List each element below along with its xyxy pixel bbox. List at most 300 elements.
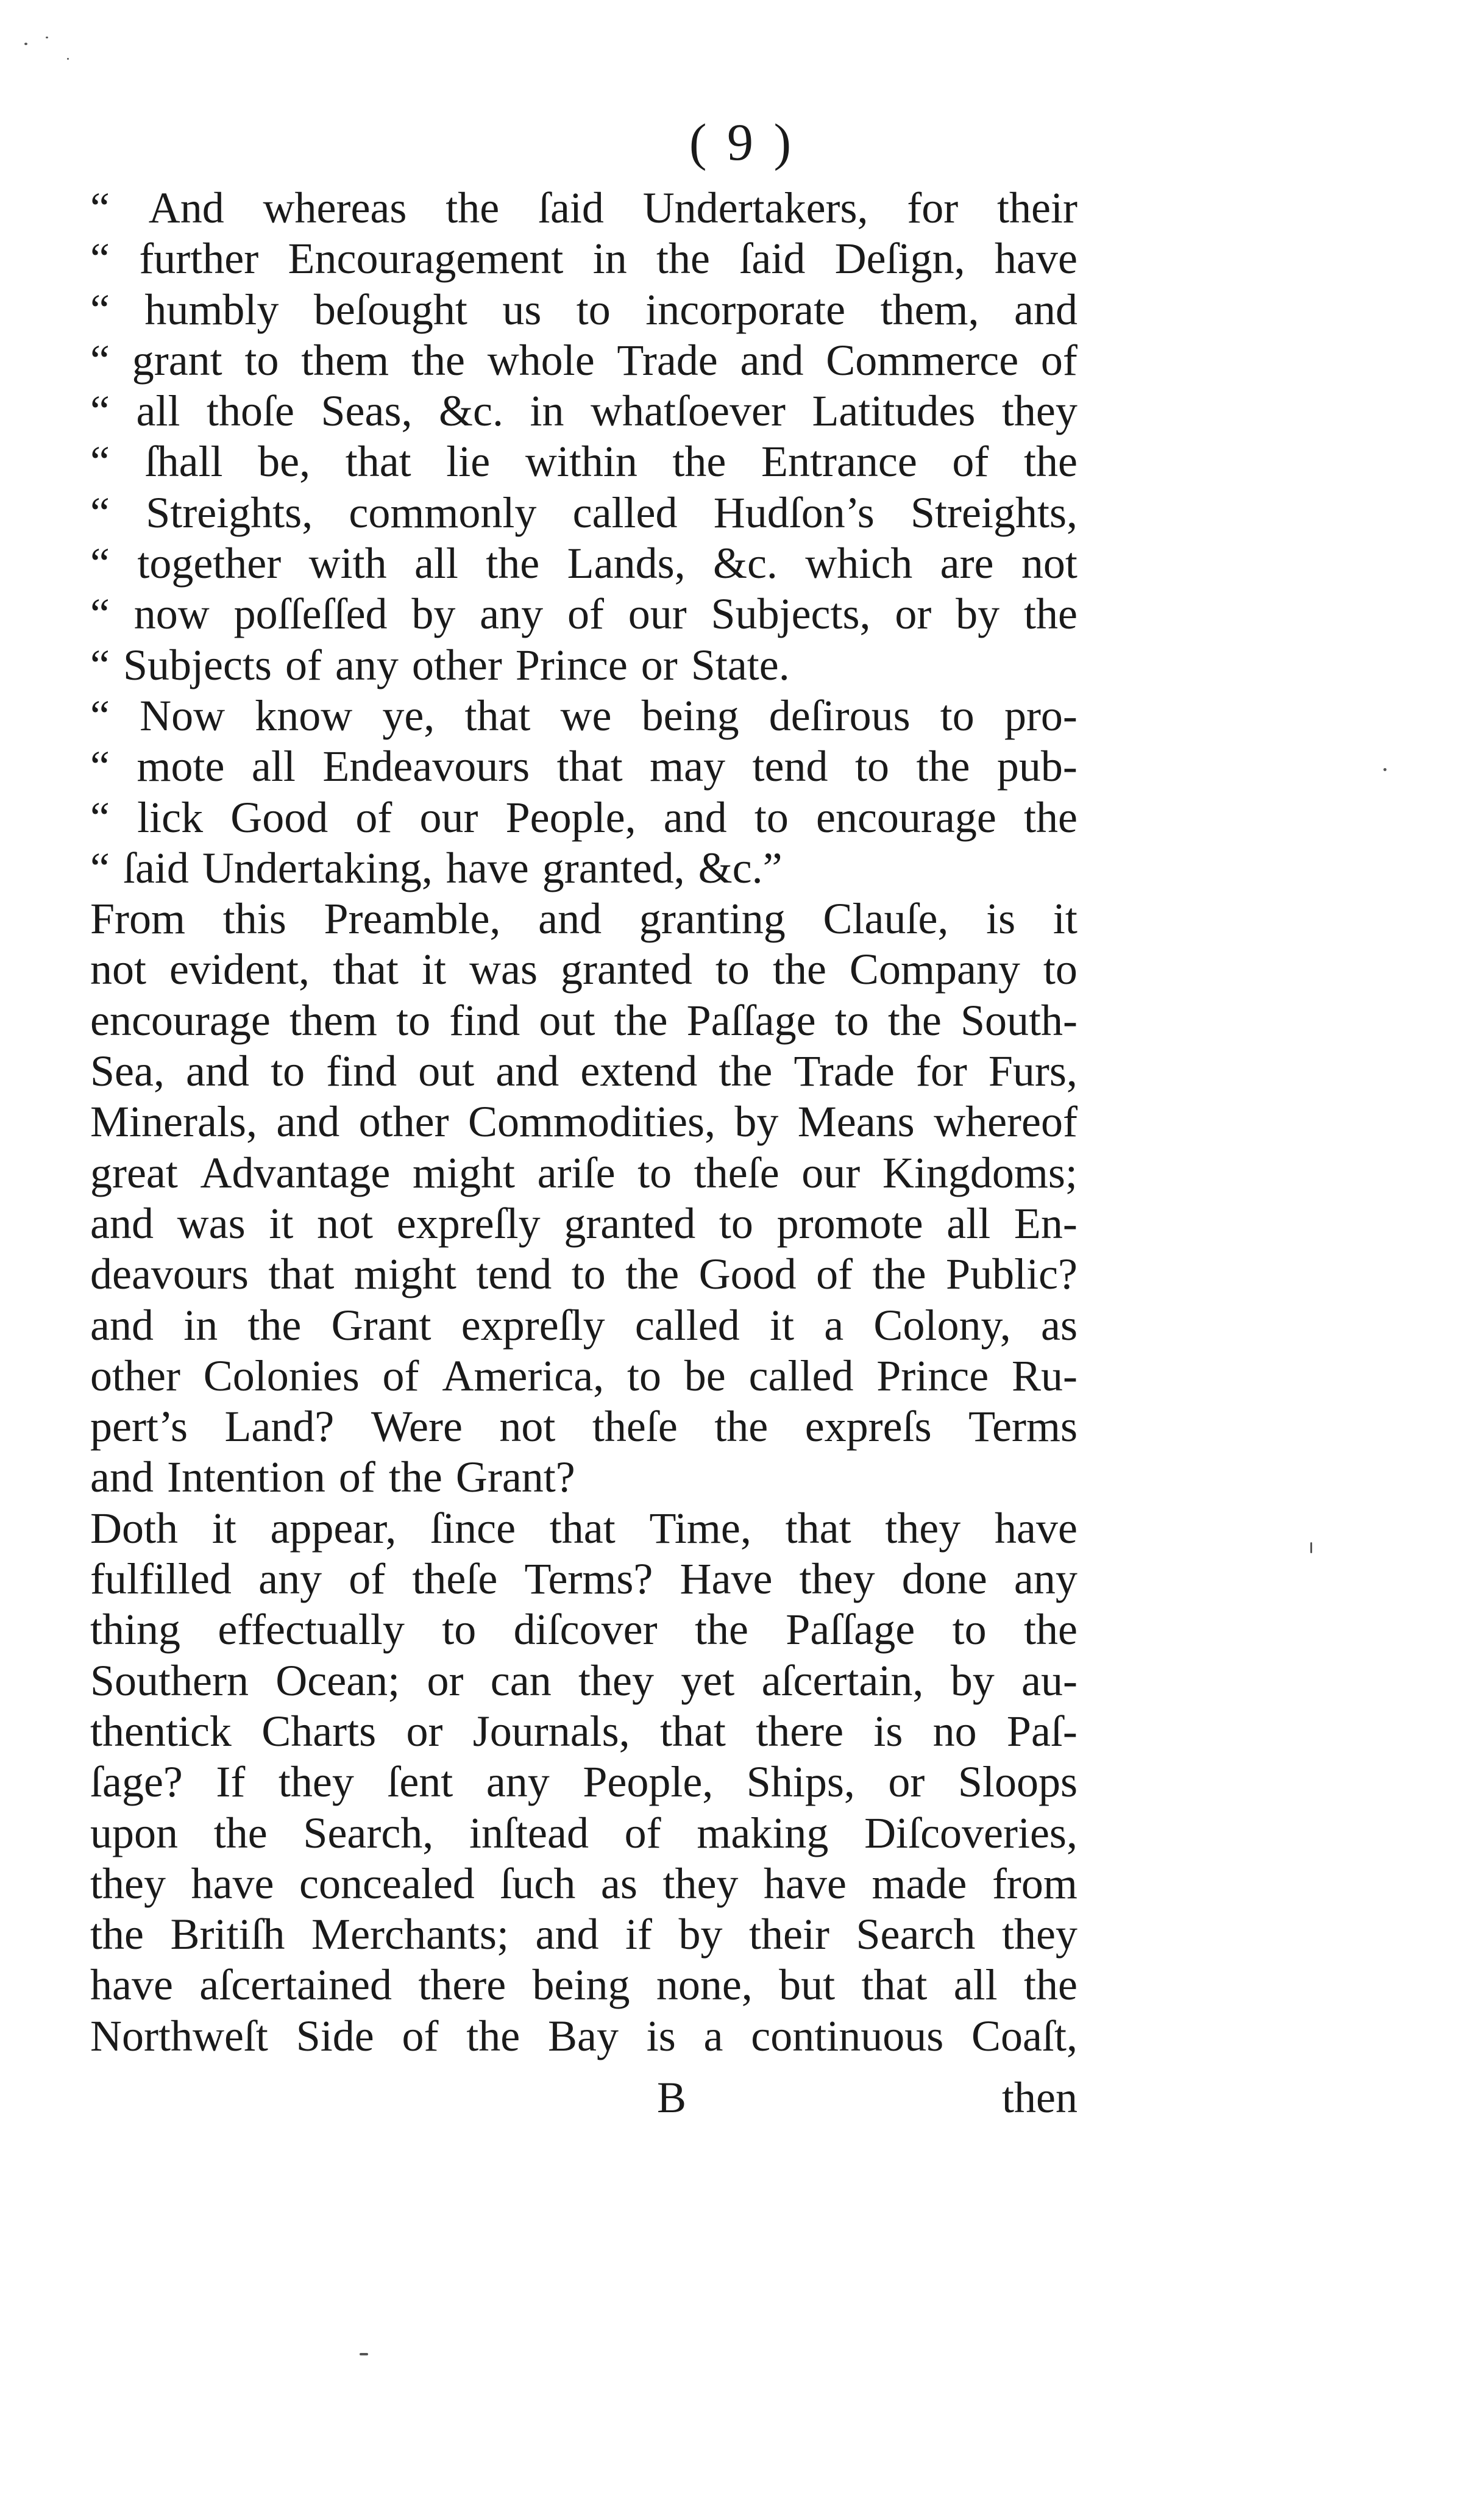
word: of bbox=[338, 1453, 375, 1502]
word: in bbox=[592, 234, 627, 283]
word: continuous bbox=[751, 2011, 944, 2060]
word: commonly bbox=[349, 488, 537, 537]
text-line bbox=[90, 1960, 1077, 2010]
word: the bbox=[90, 1910, 144, 1959]
word: not bbox=[1021, 539, 1077, 588]
word: granting bbox=[639, 894, 786, 944]
word: theſe bbox=[694, 1148, 779, 1197]
word: of bbox=[349, 1554, 386, 1604]
word: Kingdoms; bbox=[882, 1148, 1077, 1197]
word: Undertaking, bbox=[202, 843, 433, 892]
word: or bbox=[888, 1757, 925, 1807]
word: that bbox=[659, 1706, 726, 1756]
word: Paſ- bbox=[1006, 1706, 1077, 1756]
word: Coaſt, bbox=[971, 2011, 1077, 2060]
word: Ru- bbox=[1011, 1351, 1077, 1400]
word: further bbox=[139, 234, 259, 283]
word: of bbox=[382, 1351, 419, 1400]
word: ſuch bbox=[500, 1859, 576, 1908]
word: the bbox=[625, 1250, 680, 1299]
word: extend bbox=[580, 1047, 698, 1096]
word: may bbox=[650, 742, 726, 791]
text-line bbox=[90, 1300, 1077, 1351]
word: of bbox=[1040, 335, 1077, 385]
word: that bbox=[332, 945, 399, 994]
word: to bbox=[719, 1198, 753, 1248]
word: If bbox=[216, 1757, 246, 1807]
word: to bbox=[715, 945, 750, 994]
word: of bbox=[952, 437, 989, 486]
text-line bbox=[90, 1757, 1077, 1807]
word: Streights, bbox=[146, 488, 313, 537]
text-line bbox=[90, 1097, 1077, 1147]
word: out bbox=[539, 995, 595, 1045]
word: ſage? bbox=[90, 1757, 183, 1807]
word: lick bbox=[137, 792, 204, 842]
scan-speck bbox=[46, 37, 48, 38]
word: within bbox=[525, 437, 637, 486]
word: Trade bbox=[617, 335, 718, 385]
word: to bbox=[940, 691, 975, 740]
word: a bbox=[703, 2011, 723, 2060]
text-line bbox=[90, 1351, 1077, 1401]
word: thing bbox=[90, 1605, 181, 1654]
word: them bbox=[289, 995, 377, 1045]
word: “ bbox=[90, 183, 110, 232]
word: aſcertain, bbox=[761, 1656, 924, 1705]
word: “ bbox=[90, 792, 110, 842]
word: our bbox=[801, 1148, 861, 1197]
word: and bbox=[1014, 285, 1077, 334]
word: Deſign, bbox=[834, 234, 965, 283]
word: the bbox=[486, 539, 540, 588]
word: was bbox=[177, 1198, 246, 1248]
word: to bbox=[571, 1250, 606, 1299]
word: Subjects, bbox=[711, 589, 871, 639]
word: making bbox=[697, 1808, 829, 1857]
word: to bbox=[442, 1605, 477, 1654]
word: and bbox=[535, 1910, 599, 1959]
word: Search, bbox=[303, 1808, 434, 1857]
text-line bbox=[90, 1148, 1077, 1198]
word: granted, bbox=[542, 843, 685, 892]
text-line bbox=[90, 1604, 1077, 1655]
word: “ bbox=[90, 488, 110, 537]
word: called bbox=[748, 1351, 854, 1400]
word: they bbox=[1001, 386, 1077, 436]
word: aſcertained bbox=[199, 1960, 392, 2010]
word: of bbox=[567, 589, 604, 639]
word: Have bbox=[680, 1554, 773, 1604]
word: by bbox=[956, 589, 1000, 639]
word: “ bbox=[90, 335, 110, 385]
scan-speck bbox=[67, 58, 69, 60]
word: the bbox=[672, 437, 726, 486]
word: and bbox=[90, 1453, 154, 1502]
word: be bbox=[684, 1351, 726, 1400]
word: it bbox=[211, 1503, 236, 1553]
word: other bbox=[358, 1097, 449, 1147]
word: and bbox=[276, 1097, 340, 1147]
word: be, bbox=[258, 437, 311, 486]
word: mote bbox=[137, 742, 225, 791]
text-line bbox=[90, 944, 1077, 995]
word: the bbox=[694, 1605, 748, 1654]
word: that bbox=[345, 437, 411, 486]
text-line bbox=[90, 1706, 1077, 1757]
word: or bbox=[641, 640, 678, 689]
word: this bbox=[222, 894, 286, 944]
scan-speck bbox=[360, 2353, 368, 2355]
word: together bbox=[137, 539, 282, 588]
text-line bbox=[90, 538, 1077, 589]
word: pub- bbox=[996, 742, 1077, 791]
word: of bbox=[355, 792, 392, 842]
word: or bbox=[406, 1706, 443, 1756]
word: called bbox=[572, 488, 678, 537]
word: the bbox=[614, 995, 668, 1045]
word: to bbox=[952, 1605, 987, 1654]
word: the bbox=[1024, 1960, 1077, 2010]
word: of bbox=[285, 640, 322, 689]
word: or bbox=[427, 1656, 464, 1705]
word: done bbox=[901, 1554, 987, 1604]
text-line bbox=[90, 1909, 1077, 1960]
word: “ bbox=[90, 589, 110, 639]
word: Good bbox=[698, 1250, 797, 1299]
text-line bbox=[90, 386, 1077, 436]
word: any bbox=[1014, 1554, 1077, 1604]
word: ye, bbox=[382, 691, 435, 740]
word: Merchants; bbox=[311, 1910, 509, 1959]
word: that bbox=[268, 1250, 335, 1299]
word: lie bbox=[446, 437, 491, 486]
word: not bbox=[90, 945, 147, 994]
word: all bbox=[953, 1960, 998, 2010]
text-line bbox=[90, 1401, 1077, 1452]
text-line bbox=[90, 1198, 1077, 1249]
text-line bbox=[90, 1859, 1077, 1909]
word: “ bbox=[90, 234, 110, 283]
word: not bbox=[317, 1198, 374, 1248]
word: People, bbox=[583, 1757, 714, 1807]
word: now bbox=[133, 589, 210, 639]
word: State. bbox=[691, 640, 790, 689]
text-line bbox=[90, 1452, 1077, 1503]
word: “ bbox=[90, 742, 110, 791]
text-line bbox=[90, 233, 1077, 284]
word: Means bbox=[797, 1097, 915, 1147]
word: ſaid bbox=[538, 183, 604, 232]
word: we bbox=[560, 691, 612, 740]
word: and bbox=[740, 335, 804, 385]
word: is bbox=[986, 894, 1016, 944]
word: Colonies bbox=[203, 1351, 360, 1400]
word: thentick bbox=[90, 1706, 232, 1756]
word: promote bbox=[776, 1198, 923, 1248]
word: to bbox=[754, 792, 789, 842]
word: have bbox=[446, 843, 529, 892]
word: know bbox=[255, 691, 353, 740]
word: out bbox=[418, 1047, 475, 1096]
word: And bbox=[148, 183, 224, 232]
word: grant bbox=[132, 335, 222, 385]
word: theſe bbox=[412, 1554, 498, 1604]
word: of bbox=[624, 1808, 661, 1857]
word: au- bbox=[1021, 1656, 1077, 1705]
word: them bbox=[301, 335, 389, 385]
word: any bbox=[258, 1554, 322, 1604]
word: by bbox=[734, 1097, 779, 1147]
word: granted bbox=[564, 1198, 696, 1248]
word: a bbox=[824, 1300, 844, 1350]
word: Prince bbox=[876, 1351, 989, 1400]
word: “ bbox=[90, 640, 110, 689]
word: other bbox=[411, 640, 502, 689]
word: and bbox=[538, 894, 602, 944]
word: them, bbox=[880, 285, 979, 334]
word: there bbox=[756, 1706, 844, 1756]
word: humbly bbox=[144, 285, 279, 334]
word: being bbox=[641, 691, 739, 740]
word: Advantage bbox=[200, 1148, 391, 1197]
word: whatſoever bbox=[591, 386, 786, 436]
word: thoſe bbox=[207, 386, 294, 436]
word: inſtead bbox=[469, 1808, 589, 1857]
word: their bbox=[997, 183, 1077, 232]
word: “ bbox=[90, 386, 110, 436]
word: Clauſe, bbox=[823, 894, 949, 944]
word: the bbox=[213, 1808, 268, 1857]
word: and bbox=[495, 1047, 559, 1096]
word: poſſeſſed bbox=[233, 589, 388, 639]
word: Commerce bbox=[826, 335, 1019, 385]
word: not bbox=[499, 1402, 556, 1451]
word: expreſs bbox=[804, 1402, 932, 1451]
word: Grant bbox=[331, 1300, 431, 1350]
word: no bbox=[932, 1706, 977, 1756]
signature-mark: B bbox=[657, 2073, 687, 2122]
word: Sloops bbox=[957, 1757, 1077, 1807]
word: &c.” bbox=[698, 843, 783, 892]
word: it bbox=[770, 1300, 795, 1350]
text-line bbox=[90, 843, 1077, 894]
word: Company bbox=[849, 945, 1020, 994]
word: to bbox=[627, 1351, 661, 1400]
word: South- bbox=[960, 995, 1077, 1045]
word: expreſly bbox=[461, 1300, 605, 1350]
word: tend bbox=[476, 1250, 552, 1299]
text-line bbox=[90, 995, 1077, 1046]
word: Southern bbox=[90, 1656, 249, 1705]
word: to bbox=[271, 1047, 305, 1096]
word: they bbox=[799, 1554, 875, 1604]
word: all bbox=[414, 539, 458, 588]
word: and bbox=[186, 1047, 250, 1096]
word: the bbox=[388, 1453, 442, 1502]
word: diſcover bbox=[513, 1605, 658, 1654]
word: ariſe bbox=[537, 1148, 616, 1197]
text-line bbox=[90, 1249, 1077, 1300]
word: have bbox=[994, 1503, 1077, 1553]
word: ſaid bbox=[739, 234, 806, 283]
word: our bbox=[419, 792, 478, 842]
word: have bbox=[763, 1859, 847, 1908]
word: &c. bbox=[439, 386, 503, 436]
word: Search bbox=[856, 1910, 976, 1959]
word: to bbox=[854, 742, 889, 791]
word: &c. bbox=[712, 539, 778, 588]
text-line bbox=[90, 335, 1077, 386]
word: in bbox=[183, 1300, 218, 1350]
word: to bbox=[834, 995, 869, 1045]
page-number: ( 9 ) bbox=[689, 113, 795, 171]
word: Good bbox=[230, 792, 328, 842]
word: the bbox=[446, 183, 500, 232]
scan-speck bbox=[24, 43, 27, 45]
word: Northweſt bbox=[90, 2011, 268, 2060]
word: have bbox=[90, 1960, 173, 2010]
scan-speck bbox=[1310, 1542, 1312, 1553]
word: Prince bbox=[515, 640, 628, 689]
word: by bbox=[950, 1656, 995, 1705]
word: Were bbox=[371, 1402, 463, 1451]
word: Ships, bbox=[746, 1757, 855, 1807]
word: it bbox=[269, 1198, 294, 1248]
word: whereof bbox=[934, 1097, 1077, 1147]
word: great bbox=[90, 1148, 178, 1197]
word: “ bbox=[90, 285, 110, 334]
word: was bbox=[469, 945, 538, 994]
scan-speck bbox=[1383, 768, 1386, 771]
word: theſe bbox=[592, 1402, 678, 1451]
word: of bbox=[402, 2011, 439, 2060]
word: Bay bbox=[547, 2011, 619, 2060]
word: Time, bbox=[649, 1503, 751, 1553]
word: there bbox=[418, 1960, 506, 2010]
word: incorporate bbox=[645, 285, 846, 334]
word: they bbox=[578, 1656, 654, 1705]
word: Doth bbox=[90, 1503, 178, 1553]
word: effectually bbox=[218, 1605, 405, 1654]
word: Diſcoveries, bbox=[864, 1808, 1077, 1857]
word: which bbox=[805, 539, 913, 588]
word: whole bbox=[487, 335, 595, 385]
word: might bbox=[353, 1250, 456, 1299]
word: they bbox=[278, 1757, 354, 1807]
word: Trade bbox=[793, 1047, 895, 1096]
word: they bbox=[1001, 1910, 1077, 1959]
text-line bbox=[90, 1554, 1077, 1604]
catchword: then bbox=[1002, 2073, 1077, 2122]
word: whereas bbox=[263, 183, 407, 232]
word: us bbox=[502, 285, 542, 334]
text-line bbox=[90, 285, 1077, 335]
word: the bbox=[887, 995, 942, 1045]
word: any bbox=[335, 640, 399, 689]
word: Sea, bbox=[90, 1047, 165, 1096]
word: as bbox=[1041, 1300, 1077, 1350]
word: the bbox=[1023, 792, 1077, 842]
word: From bbox=[90, 894, 186, 944]
text-line bbox=[90, 640, 1077, 691]
word: tend bbox=[752, 742, 828, 791]
word: “ bbox=[90, 437, 110, 486]
word: Intention bbox=[166, 1453, 325, 1502]
word: Britiſh bbox=[170, 1910, 285, 1959]
word: evident, bbox=[169, 945, 310, 994]
word: Furs, bbox=[988, 1047, 1077, 1096]
word: Seas, bbox=[321, 386, 413, 436]
word: expreſly bbox=[396, 1198, 541, 1248]
word: ſhall bbox=[144, 437, 223, 486]
word: by bbox=[411, 589, 456, 639]
word: ſaid bbox=[122, 843, 189, 892]
word: the bbox=[916, 742, 970, 791]
word: to bbox=[244, 335, 279, 385]
word: “ bbox=[90, 539, 110, 588]
word: all bbox=[136, 386, 180, 436]
word: the bbox=[1023, 589, 1077, 639]
word: Encouragement bbox=[288, 234, 564, 283]
word: deavours bbox=[90, 1250, 249, 1299]
word: Lands, bbox=[567, 539, 686, 588]
text-line bbox=[90, 183, 1077, 233]
text-line bbox=[90, 1046, 1077, 1097]
word: America, bbox=[442, 1351, 605, 1400]
word: called bbox=[634, 1300, 740, 1350]
word: that bbox=[549, 1503, 616, 1553]
text-line bbox=[90, 1808, 1077, 1859]
word: have bbox=[994, 234, 1077, 283]
text-line bbox=[90, 741, 1077, 792]
word: it bbox=[1053, 894, 1077, 944]
word: they bbox=[662, 1859, 739, 1908]
word: Side bbox=[296, 2011, 374, 2060]
word: is bbox=[873, 1706, 903, 1756]
word: Commodities, bbox=[467, 1097, 715, 1147]
word: have bbox=[191, 1859, 274, 1908]
word: Colony, bbox=[873, 1300, 1011, 1350]
word: or bbox=[895, 589, 932, 639]
word: any bbox=[480, 589, 544, 639]
word: the bbox=[1024, 437, 1077, 486]
word: the bbox=[772, 945, 826, 994]
word: that bbox=[861, 1960, 928, 2010]
word: “ bbox=[90, 691, 110, 740]
word: to bbox=[576, 285, 611, 334]
word: they bbox=[885, 1503, 961, 1553]
word: deſirous bbox=[769, 691, 911, 740]
word: made bbox=[872, 1859, 967, 1908]
word: that bbox=[785, 1503, 851, 1553]
word: from bbox=[992, 1859, 1077, 1908]
word: it bbox=[421, 945, 446, 994]
word: to bbox=[637, 1148, 672, 1197]
word: and bbox=[663, 792, 727, 842]
word: Land? bbox=[224, 1402, 335, 1451]
word: Paſſage bbox=[686, 995, 816, 1045]
word: is bbox=[646, 2011, 676, 2060]
word: in bbox=[530, 386, 564, 436]
word: En- bbox=[1014, 1198, 1077, 1248]
word: find bbox=[449, 995, 520, 1045]
text-line bbox=[90, 2011, 1077, 2062]
word: ſince bbox=[430, 1503, 516, 1553]
word: are bbox=[940, 539, 994, 588]
word: for bbox=[907, 183, 959, 232]
word: Now bbox=[140, 691, 225, 740]
